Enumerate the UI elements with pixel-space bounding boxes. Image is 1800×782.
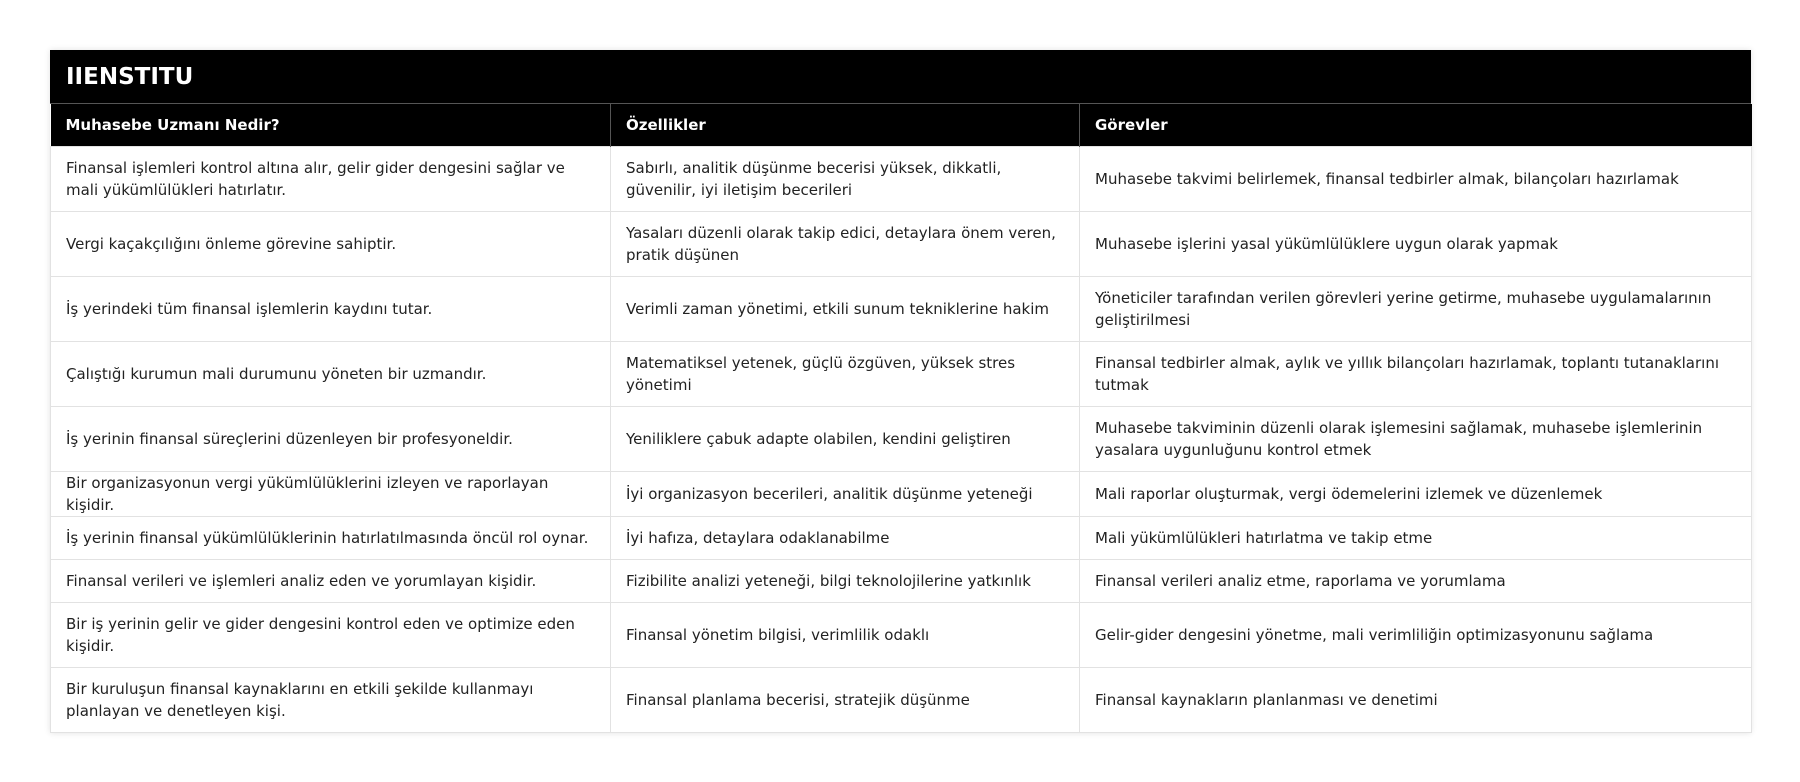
cell-qualities: Matematiksel yetenek, güçlü özgüven, yüksek stres yönetimi: [611, 341, 1080, 406]
table-card: [50, 50, 1751, 733]
table-row: [51, 146, 1752, 211]
cell-qualities: İyi hafıza, detaylara odaklanabilme: [611, 516, 1080, 559]
cell-duties: Mali raporlar oluşturmak, vergi ödemelerini izlemek ve düzenlemek: [1080, 471, 1752, 516]
cell-duties: Mali yükümlülükleri hatırlatma ve takip etme: [1080, 516, 1752, 559]
cell-definition: İş yerindeki tüm finansal işlemlerin kaydını tutar.: [51, 276, 611, 341]
cell-duties: Finansal verileri analiz etme, raporlama ve yorumlama: [1080, 559, 1752, 602]
cell-qualities: Fizibilite analizi yeteneği, bilgi teknolojilerine yatkınlık: [611, 559, 1080, 602]
cell-qualities: Finansal planlama becerisi, stratejik düşünme: [611, 667, 1080, 732]
table-row: [51, 516, 1752, 559]
cell-qualities: Yeniliklere çabuk adapte olabilen, kendini geliştiren: [611, 406, 1080, 471]
cell-duties: Yöneticiler tarafından verilen görevleri yerine getirme, muhasebe uygulamalarının geliştirilmesi: [1080, 276, 1752, 341]
cell-definition: Bir iş yerinin gelir ve gider dengesini kontrol eden ve optimize eden kişidir.: [51, 602, 611, 667]
table-row: [51, 471, 1752, 516]
cell-duties: Gelir-gider dengesini yönetme, mali verimliliğin optimizasyonunu sağlama: [1080, 602, 1752, 667]
table-row: [51, 406, 1752, 471]
table-row: [51, 211, 1752, 276]
data-table: [50, 104, 1752, 733]
cell-duties: Finansal tedbirler almak, aylık ve yıllık bilançoları hazırlamak, toplantı tutanaklarını tutmak: [1080, 341, 1752, 406]
cell-qualities: Yasaları düzenli olarak takip edici, detaylara önem veren, pratik düşünen: [611, 211, 1080, 276]
cell-qualities: İyi organizasyon becerileri, analitik düşünme yeteneği: [611, 471, 1080, 516]
cell-duties: Muhasebe takviminin düzenli olarak işlemesini sağlamak, muhasebe işlemlerinin yasalara uygunluğunu kontrol etmek: [1080, 406, 1752, 471]
cell-qualities: Sabırlı, analitik düşünme becerisi yüksek, dikkatli, güvenilir, iyi iletişim becerileri: [611, 146, 1080, 211]
table-row: [51, 559, 1752, 602]
cell-definition: İş yerinin finansal yükümlülüklerinin hatırlatılmasında öncül rol oynar.: [51, 516, 611, 559]
cell-qualities: Verimli zaman yönetimi, etkili sunum tekniklerine hakim: [611, 276, 1080, 341]
cell-definition: Finansal verileri ve işlemleri analiz eden ve yorumlayan kişidir.: [51, 559, 611, 602]
header-duties: Görevler: [1080, 104, 1752, 146]
cell-definition: Vergi kaçakçılığını önleme görevine sahiptir.: [51, 211, 611, 276]
table-title: IIENSTITU: [50, 50, 1751, 104]
cell-duties: Finansal kaynakların planlanması ve denetimi: [1080, 667, 1752, 732]
cell-duties: Muhasebe takvimi belirlemek, finansal tedbirler almak, bilançoları hazırlamak: [1080, 146, 1752, 211]
table-row: [51, 602, 1752, 667]
cell-definition: Bir kuruluşun finansal kaynaklarını en etkili şekilde kullanmayı planlayan ve denetleyen kişi.: [51, 667, 611, 732]
cell-definition: Bir organizasyonun vergi yükümlülüklerini izleyen ve raporlayan kişidir.: [51, 471, 611, 516]
cell-qualities: Finansal yönetim bilgisi, verimlilik odaklı: [611, 602, 1080, 667]
cell-definition: İş yerinin finansal süreçlerini düzenleyen bir profesyoneldir.: [51, 406, 611, 471]
cell-definition: Finansal işlemleri kontrol altına alır, gelir gider dengesini sağlar ve mali yükümlülükleri hatırlatır.: [51, 146, 611, 211]
header-definition: Muhasebe Uzmanı Nedir?: [51, 104, 611, 146]
table-row: [51, 667, 1752, 732]
table-row: [51, 341, 1752, 406]
header-qualities: Özellikler: [611, 104, 1080, 146]
cell-definition: Çalıştığı kurumun mali durumunu yöneten bir uzmandır.: [51, 341, 611, 406]
table-header-row: [51, 104, 1752, 146]
cell-duties: Muhasebe işlerini yasal yükümlülüklere uygun olarak yapmak: [1080, 211, 1752, 276]
table-row: [51, 276, 1752, 341]
